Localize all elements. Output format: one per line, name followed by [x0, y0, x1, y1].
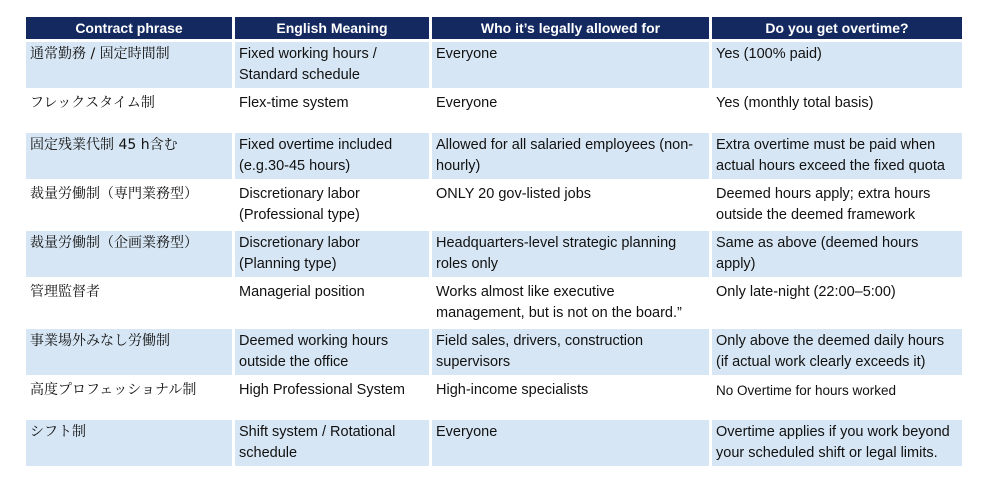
header-english-meaning: English Meaning [235, 17, 429, 39]
allowed-for-cell: Everyone [432, 42, 709, 88]
english-meaning-cell: Discretionary labor (Planning type) [235, 231, 429, 277]
overtime-cell: Yes (100% paid) [712, 42, 962, 88]
contract-phrase-cell: 管理監督者 [26, 280, 232, 326]
table-row [26, 378, 962, 417]
header-overtime: Do you get overtime? [712, 17, 962, 39]
overtime-cell: Deemed hours apply; extra hours outside the deemed framework [712, 182, 962, 228]
contract-phrase-cell: フレックスタイム制 [26, 91, 232, 130]
english-meaning-cell: Managerial position [235, 280, 429, 326]
english-meaning-cell: Fixed overtime included (e.g.30-45 hours) [235, 133, 429, 179]
table-row [26, 91, 962, 130]
overtime-cell: Only late-night (22:00–5:00) [712, 280, 962, 326]
english-meaning-cell: Discretionary labor (Professional type) [235, 182, 429, 228]
english-meaning-cell: Shift system / Rotational schedule [235, 420, 429, 466]
overtime-cell: Overtime applies if you work beyond your scheduled shift or legal limits. [712, 420, 962, 466]
english-meaning-cell: Fixed working hours / Standard schedule [235, 42, 429, 88]
allowed-for-cell: High-income specialists [432, 378, 709, 417]
table-row [26, 329, 962, 375]
contract-phrase-cell: 裁量労働制（専門業務型） [26, 182, 232, 228]
overtime-cell: Extra overtime must be paid when actual hours exceed the fixed quota [712, 133, 962, 179]
table-row [26, 182, 962, 228]
contract-phrase-cell: 事業場外みなし労働制 [26, 329, 232, 375]
overtime-cell: Same as above (deemed hours apply) [712, 231, 962, 277]
english-meaning-cell: High Professional System [235, 378, 429, 417]
english-meaning-cell: Deemed working hours outside the office [235, 329, 429, 375]
table-row [26, 231, 962, 277]
allowed-for-cell: Headquarters-level strategic planning roles only [432, 231, 709, 277]
english-meaning-cell: Flex-time system [235, 91, 429, 130]
header-legally-allowed-for: Who it’s legally allowed for [432, 17, 709, 39]
table-row [26, 420, 962, 466]
overtime-table-container [26, 14, 966, 469]
table-row [26, 133, 962, 179]
allowed-for-cell: Everyone [432, 91, 709, 130]
overtime-cell: Yes (monthly total basis) [712, 91, 962, 130]
contract-phrase-cell: 裁量労働制（企画業務型） [26, 231, 232, 277]
allowed-for-cell: Allowed for all salaried employees (non-hourly) [432, 133, 709, 179]
overtime-cell: Only above the deemed daily hours (if actual work clearly exceeds it) [712, 329, 962, 375]
contract-phrase-cell: 固定残業代制 45 h含む [26, 133, 232, 179]
header-contract-phrase: Contract phrase [26, 17, 232, 39]
allowed-for-cell: Field sales, drivers, construction supervisors [432, 329, 709, 375]
allowed-for-cell: Works almost like executive management, but is not on the board.” [432, 280, 709, 326]
contract-phrase-cell: 高度プロフェッショナル制 [26, 378, 232, 417]
allowed-for-cell: ONLY 20 gov-listed jobs [432, 182, 709, 228]
overtime-cell: No Overtime for hours worked [712, 378, 962, 417]
contract-phrase-cell: シフト制 [26, 420, 232, 466]
overtime-comparison-table [23, 14, 965, 469]
table-row [26, 42, 962, 88]
allowed-for-cell: Everyone [432, 420, 709, 466]
header-row [26, 17, 962, 39]
contract-phrase-cell: 通常勤務 / 固定時間制 [26, 42, 232, 88]
table-row [26, 280, 962, 326]
